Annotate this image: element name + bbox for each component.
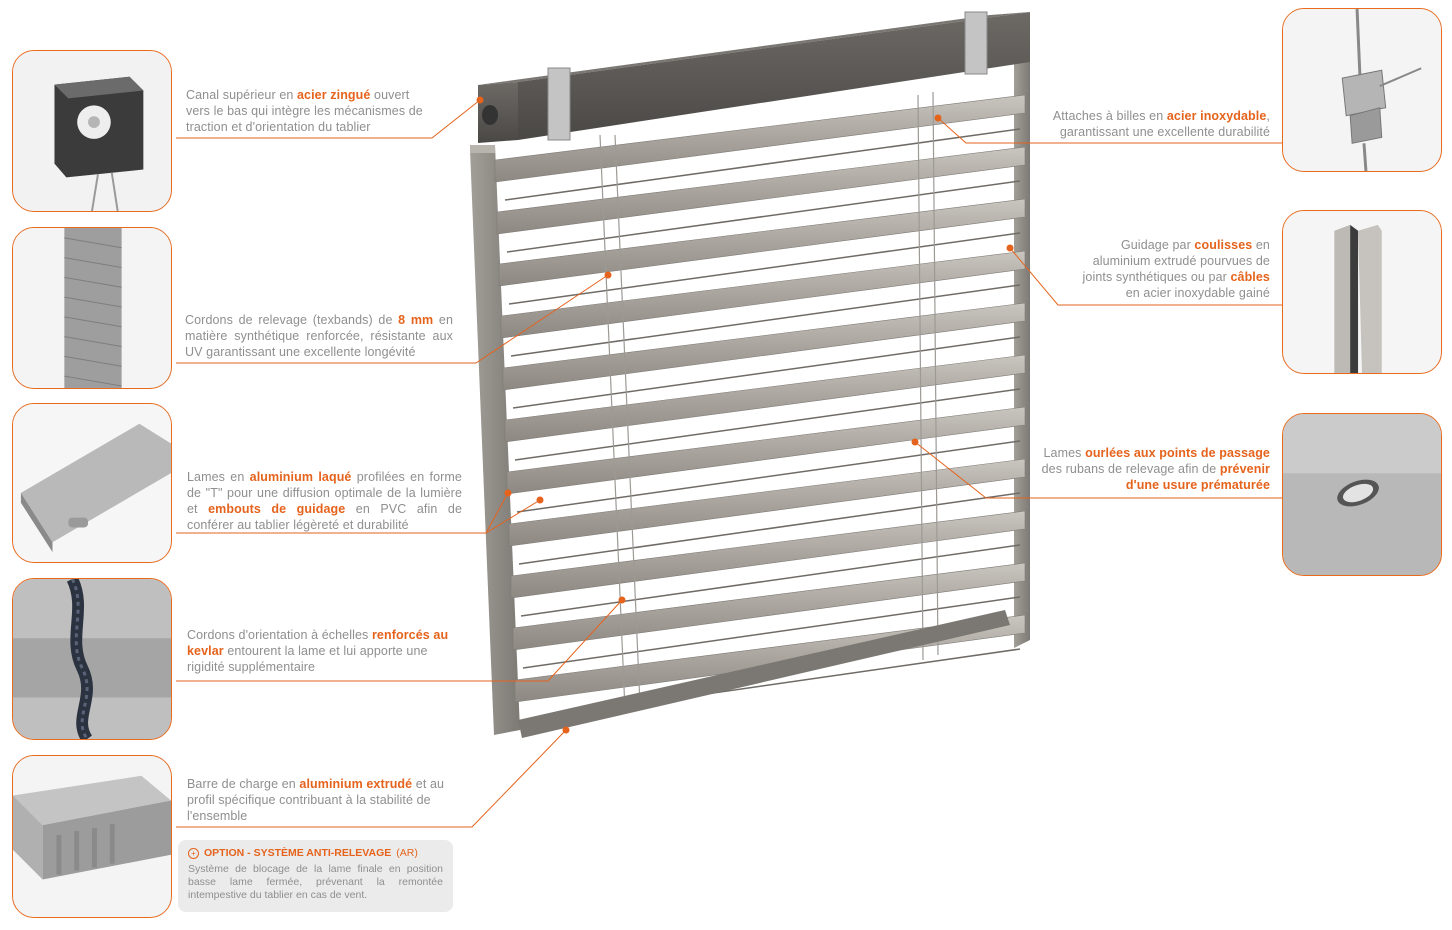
- highlight-8mm: 8 mm: [398, 313, 434, 327]
- highlight-coulisses: coulisses: [1194, 238, 1253, 252]
- highlight-acier-zingue: acier zingué: [297, 88, 371, 102]
- option-suffix: (AR): [396, 847, 418, 859]
- text-bottom-bar: Barre de charge en aluminium extrudé et au profil spécifique contribuant à la stabilité de l'ensemble: [187, 777, 445, 823]
- bracket-left: [548, 68, 570, 140]
- highlight-aluminium-extrude: aluminium extrudé: [299, 777, 413, 791]
- bracket-right: [965, 12, 987, 74]
- option-title: [188, 847, 443, 859]
- thumb-guides: [1282, 210, 1442, 374]
- text-guides: Guidage par coulisses en aluminium extrudé pourvues de joints synthétiques ou par câbles en acier inoxydable gainé: [1082, 238, 1270, 300]
- thumb-bottom-bar: [12, 755, 172, 918]
- thumb-ladder-cords: [12, 578, 172, 740]
- right-guide-rail: [1014, 55, 1030, 648]
- highlight-kevlar: renforcés au kevlar: [187, 628, 449, 658]
- texband-icon: [13, 228, 171, 388]
- plus-circle-icon: +: [188, 848, 199, 859]
- thumb-slats: [12, 403, 172, 563]
- option-title-text: OPTION - SYSTÈME ANTI-RELEVAGE: [204, 847, 392, 859]
- option-description: Système de blocage de la lame finale en position basse lame fermée, prévenant la remontée intempestive du tablier en cas de vent.: [188, 863, 443, 901]
- text-slats: Lames en aluminium laqué profilées en forme de "T" pour une diffusion optimale de la lumière et embouts de guidage en PVC afin de conférer au tablier légèreté et durabilité: [187, 470, 463, 532]
- thumb-hemmed-slats: [1282, 413, 1442, 576]
- highlight-cables: câbles: [1230, 270, 1270, 284]
- guide-rail-icon: [1283, 211, 1441, 373]
- highlight-prevenir: prévenir d'une usure prématurée: [1125, 462, 1270, 492]
- ball-fastener-icon: [1283, 9, 1441, 171]
- motor-box-icon: [13, 51, 171, 211]
- highlight-aluminium-laque: aluminium laqué: [249, 470, 352, 484]
- thumb-top-channel: [12, 50, 172, 212]
- bottom-bar-profile-icon: [13, 756, 171, 917]
- text-ball-fasteners: Attaches à billes en acier inoxydable, garantissant une excellente durabilité: [1052, 109, 1270, 139]
- text-top-channel: Canal supérieur en acier zingué ouvert vers le bas qui intègre les mécanismes de traction et d'orientation du tablier: [186, 88, 423, 134]
- highlight-embouts: embouts de guidage: [208, 502, 346, 516]
- option-box: [178, 840, 453, 912]
- highlight-ourlees: ourlées aux points de passage: [1085, 446, 1270, 460]
- text-hemmed-slats: Lames ourlées aux points de passage des rubans de relevage afin de prévenir d'une usure prématurée: [1041, 446, 1270, 492]
- hemmed-slat-icon: [1283, 414, 1441, 575]
- highlight-acier-inox: acier inoxydable: [1166, 109, 1267, 123]
- kevlar-cord-icon: [13, 579, 171, 739]
- thumb-ball-fasteners: [1282, 8, 1442, 172]
- thumb-lift-cords: [12, 227, 172, 389]
- text-lift-cords: Cordons de relevage (texbands) de 8 mm en matière synthétique renforcée, résistante aux UV garantissant une excellente longévité: [185, 313, 454, 359]
- slat-profile-icon: [13, 404, 171, 562]
- text-ladder-cords: Cordons d'orientation à échelles renforcés au kevlar entourent la lame et lui apporte une rigidité supplémentaire: [187, 628, 449, 674]
